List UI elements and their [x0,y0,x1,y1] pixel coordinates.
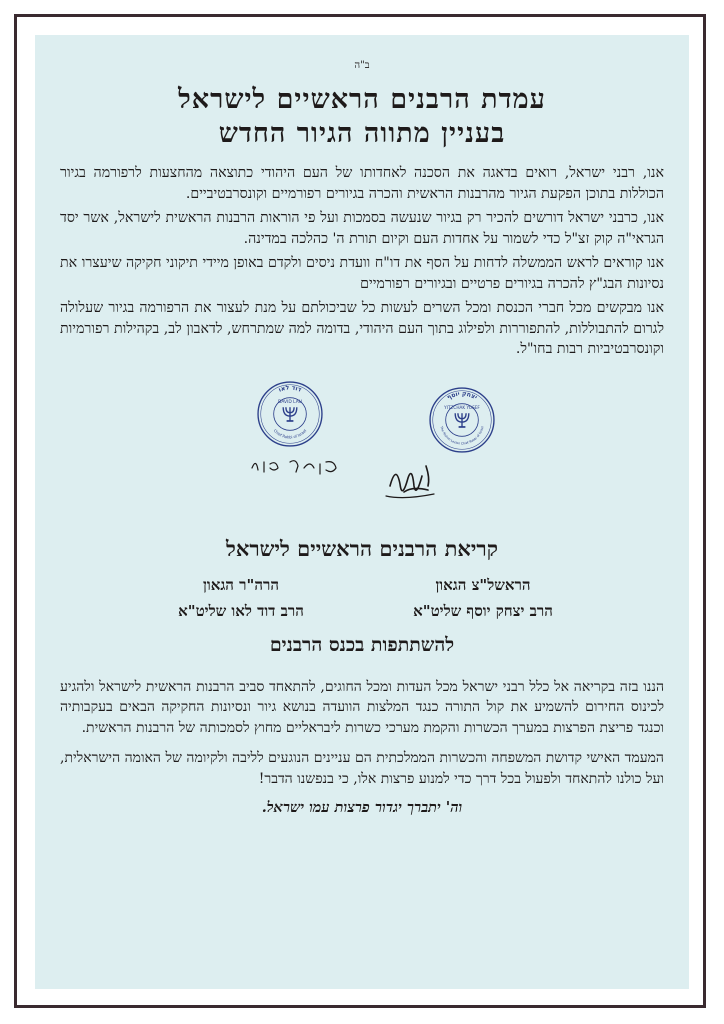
name-title-yosef: הראשל"צ הגאון [435,575,531,594]
signatures-area [60,374,664,524]
signature-david-lau [246,454,346,480]
document-body [60,60,664,817]
menorah-left [283,407,298,422]
call-paragraph-2: המעמד האישי קדושת המשפחה והכשרות הממלכתית הם עניינים הנוגעים לליבה ולקיומה של האומה הישראלית, ועל כולנו להתאחד ולפעול בכל דרך כדי למנוע פרצות אלו, כי בנפשנו הדבר! [60,750,664,787]
paragraph-4: אנו מבקשים מכל חברי הכנסת ומכל השרים לעשות כל שביכולתם על מנת לעצור את הרפורמה בגיור שעלולה לגרום להתבוללות, להתפוררות ולפילוג בתוך העם היהודי, בדומה למה שמתרחש, לדאבון לב, בקהילות רפורמיות וקונסרבטיביות רבות בחו"ל. [60,300,664,357]
paragraph-2: אנו, כרבני ישראל דורשים להכיר רק בגיור שנעשה בסמכות ועל פי הוראות הרבנות הראשית לישראל, אשר יסד הגראי"ה קוק זצ"ל כדי לשמור על אחדות העם וקיום תורת ה' כהלכה במדינה. [60,210,664,247]
seal-left-hebrew: דוד לאו [277,383,303,394]
seal-right-hebrew: יצחק יוסף [445,389,479,401]
call-heading: קריאת הרבנים הראשיים לישראל [226,535,498,561]
paragraph-3: אנו קוראים לראש הממשלה לדחות על הסף את דו"ח וועדת ניסים ולקדם באופן מיידי תיקוני חקיקה שיעצרו את נסיונות הבג"ץ להכרה בגיורים פרטיים ובגיורים רפורמיים [60,255,664,292]
seal-left-subtitle: Chief Rabbi of Israel [272,428,308,439]
title-line-1: עמדת הרבנים הראשיים לישראל [178,84,546,115]
conference-title: להשתתפות בכנס הרבנים [269,633,455,656]
name-lau: הרב דוד לאו שליט"א [178,601,304,620]
signature-yitzchak-yosef [382,456,442,506]
closing-blessing: וה' יתברך יגדור פרצות עמו ישראל. [261,799,463,816]
seal-right-subtitle: The Rishon Lezion Chief Rabbi of Israel [439,425,485,445]
name-yosef: הרב יצחק יוסף שליט"א [413,601,553,620]
document-title [60,83,664,151]
seal-david-lau-icon [256,380,324,448]
paragraph-1: אנו, רבני ישראל, רואים בדאגה את הסכנה לאחדותו של העם היהודי כתוצאה מהחצעות לרפורמה בגיור הכוללות בתוכן הפקעת הגיור מהרבנות הראשית והכרה בגיורים רפורמיים וקונסרבטיביים. [60,165,664,202]
name-title-lau: הרה"ר הגאון [203,575,279,594]
rabbis-names [60,572,664,624]
seal-right-english: YITZCHAK YOSEF [444,404,480,410]
seal-left-english: DAVID LAU [278,399,302,405]
bh-mark: ב"ה [354,60,370,71]
title-line-2: בעניין מתווה הגיור החדש [218,118,506,149]
seal-yitzchak-yosef-icon [428,386,496,454]
menorah-right [455,413,470,428]
call-paragraph-1: הננו בזה בקריאה אל כלל רבני ישראל מכל העדות ומכל החוגים, להתאחד סביב הרבנות הראשית לישראל ולהגיע לכינוס החירום להשמיע את קול התורה כנגד המלצות הוועדה בנושא גיור ונסיונות החקיקה הבאים בעקבותיה וכנגד פריצת הפרצות במערך הכשרות והקמת מערכי כשרות ליבראליים מחוץ לסמכותה של הרבנות הראשית. [60,678,664,736]
